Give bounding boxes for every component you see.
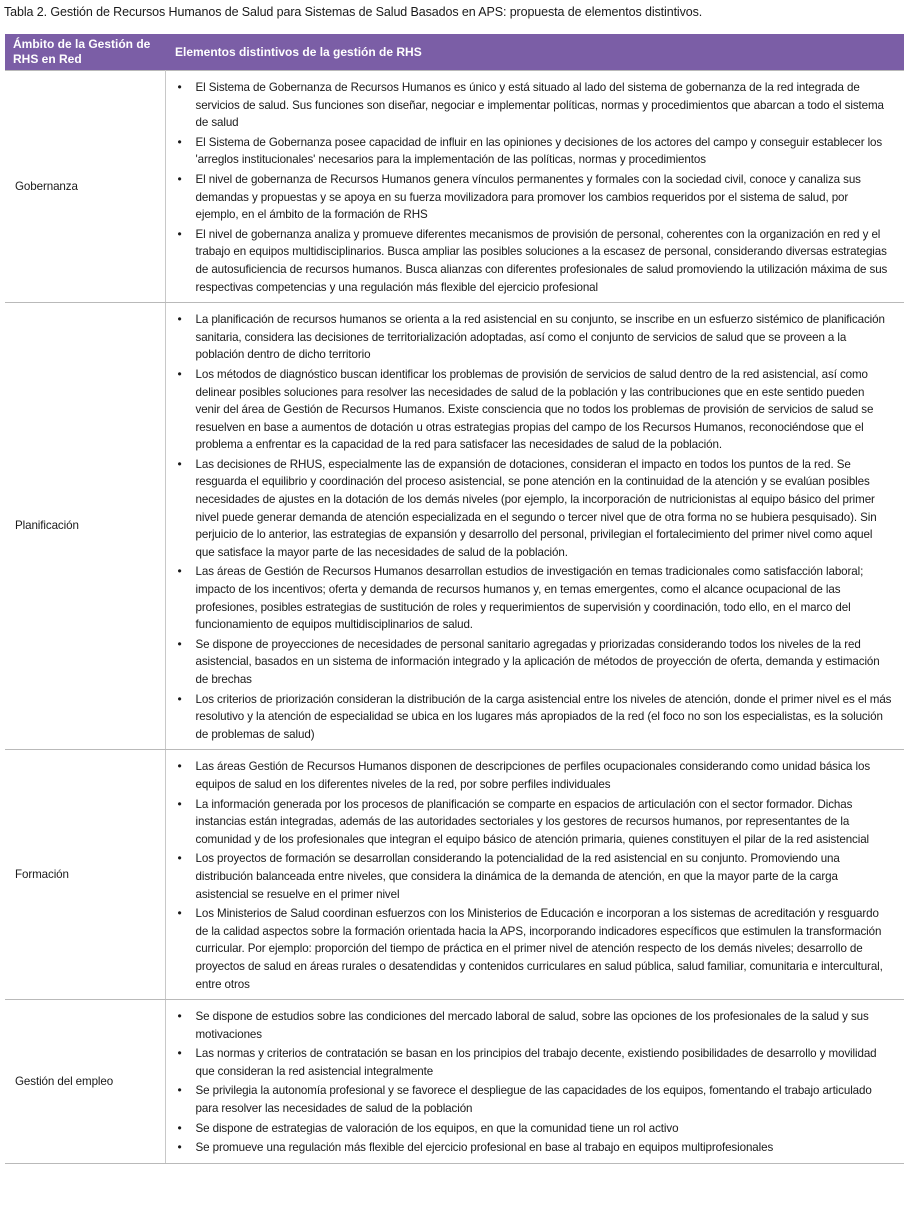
list-item: • Se dispone de estudios sobre las condiciones del mercado laboral de salud, sobre las opciones de los profesionales de la salud y sus motivaciones xyxy=(174,1008,893,1043)
list-item: • Las normas y criterios de contratación se basan en los principios del trabajo decente, existiendo posibilidades de desarrollo y movilidad que consideran la red asistencial integralmente xyxy=(174,1045,893,1080)
table-row-gobernanza xyxy=(5,71,904,303)
list-item: • Se dispone de estrategias de valoración de los equipos, en que la comunidad tiene un rol activo xyxy=(174,1120,893,1138)
bullet-list xyxy=(174,79,893,296)
list-item: • Los Ministerios de Salud coordinan esfuerzos con los Ministerios de Educación e incorporan a los sistemas de acreditación y resguardo de la calidad aspectos sobre la formación orientada hacia la APS, incorporando indicadores específicos que estimulen la transformación curricular. Por ejemplo: proporción del tiempo de práctica en el primer nivel de atención respecto de los demás niveles; desarrollo de proyectos de salud en áreas rurales o desatendidas y contenidos curriculares en salud pública, salud familiar, comunitaria e intercultural, entre otros xyxy=(174,905,893,993)
bullet-list xyxy=(174,1008,893,1157)
row-scope: Formación xyxy=(5,750,165,1000)
list-item: • El Sistema de Gobernanza de Recursos Humanos es único y está situado al lado del sistema de gobernanza de la red integrada de servicios de salud. Sus funciones son diseñar, negociar e implementar políticas, normas y procedimientos que abarcan a todo el sistema de salud xyxy=(174,79,893,132)
list-item: • Los proyectos de formación se desarrollan considerando la potencialidad de la red asistencial en su conjunto. Promoviendo una distribución balanceada entre niveles, que considera la dinámica de la demanda de atención, en que la mayor parte de la carga asistencial se resuelve en el primer nivel xyxy=(174,850,893,903)
row-items xyxy=(165,750,904,1000)
list-item: • Las decisiones de RHUS, especialmente las de expansión de dotaciones, consideran el impacto en todos los puntos de la red. Se resguarda el equilibrio y coordinación del proceso asistencial, se pone atención en la continuidad de la atención y se evalúan posibles necesidades de ajustes en la dotación de los demás niveles (por ejemplo, la incorporación de nutricionistas al equipo básico del primer nivel puede generar demanda de atención especializada en el segundo o tercer nivel que de otra forma no se hubiera pesquisado). Sin perjuicio de lo anterior, las estrategias de expansión y desarrollo del personal, privilegian el fortalecimiento del primer nivel como aquel que satisface la mayor parte de las necesidades de salud de la población. xyxy=(174,456,893,562)
bullet-list xyxy=(174,311,893,743)
list-item: • Los criterios de priorización consideran la distribución de la carga asistencial entre los niveles de atención, donde el primer nivel es el más resolutivo y la atención de especialidad se ubica en los lugares más apropiados de la red (el foco no son los especialistas, es la solución de problemas de salud) xyxy=(174,691,893,744)
row-scope: Gobernanza xyxy=(5,71,165,303)
row-scope: Planificación xyxy=(5,303,165,750)
table-header xyxy=(5,34,904,71)
table-row-formacion xyxy=(5,750,904,1000)
row-items xyxy=(165,303,904,750)
table-caption: Tabla 2. Gestión de Recursos Humanos de Salud para Sistemas de Salud Basados en APS: propuesta de elementos distintivos. xyxy=(4,5,703,19)
list-item: • El nivel de gobernanza de Recursos Humanos genera vínculos permanentes y formales con la sociedad civil, conoce y canaliza sus demandas y propuestas y se apoya en su fuerza movilizadora para promover los cambios requeridos por el sistema de salud, por ejemplo, en el ámbito de la formación de RHS xyxy=(174,171,893,224)
table-row-planificacion xyxy=(5,303,904,750)
bullet-list xyxy=(174,758,893,993)
list-item: • Se privilegia la autonomía profesional y se favorece el despliegue de las capacidades de los equipos, fomentando el trabajo articulado para resolver las necesidades de salud de la población xyxy=(174,1082,893,1117)
hr-elements-table xyxy=(5,34,904,1164)
header-scope: Ámbito de la Gestión de RHS en Red xyxy=(5,34,165,71)
row-items xyxy=(165,1000,904,1164)
list-item: • Se promueve una regulación más flexible del ejercicio profesional en base al trabajo en equipos multiprofesionales xyxy=(174,1139,893,1157)
list-item: • La planificación de recursos humanos se orienta a la red asistencial en su conjunto, se inscribe en un esfuerzo sistémico de planificación sanitaria, considera las decisiones de territorialización adoptadas, así como el conjunto de servicios de salud que se proveen a la población dentro de dicho territorio xyxy=(174,311,893,364)
list-item: • El Sistema de Gobernanza posee capacidad de influir en las opiniones y decisiones de los actores del campo y conseguir establecer los 'arreglos institucionales' necesarios para la implementación de las políticas, normas y procedimientos xyxy=(174,134,893,169)
row-items xyxy=(165,71,904,303)
list-item: • La información generada por los procesos de planificación se comparte en espacios de articulación con el sector formador. Dichas instancias están integradas, además de las autoridades sectoriales y los gestores de recursos humanos, por representantes de la comunidad y de los profesionales que integran el equipo básico de atención primaria, quienes constituyen el pilar de la red asistencial xyxy=(174,796,893,849)
table-row-gestion-empleo xyxy=(5,1000,904,1164)
list-item: • Las áreas Gestión de Recursos Humanos disponen de descripciones de perfiles ocupacionales considerando como unidad básica los equipos de salud en los diferentes niveles de la red, por sobre perfiles individuales xyxy=(174,758,893,793)
list-item: • Las áreas de Gestión de Recursos Humanos desarrollan estudios de investigación en temas tradicionales como satisfacción laboral; impacto de los incentivos; oferta y demanda de recursos humanos y, en temas emergentes, como el alcance ocupacional de las profesiones, posibles estrategias de sustitución de roles y requerimientos de supervisión y coordinación, todo ello, en el marco del funcionamiento de equipos multidisciplinarios de salud. xyxy=(174,563,893,633)
list-item: • Los métodos de diagnóstico buscan identificar los problemas de provisión de servicios de salud dentro de la red asistencial, así como delinear posibles soluciones para resolver las necesidades de salud de la población y las contribuciones que en este sentido pueden venir del área de Gestión de Recursos Humanos. Existe consciencia que no todos los problemas de provisión de servicios de salud se resuelven en base a aumentos de dotación u otras estrategias propias del campo de los Recursos Humanos, reconociéndose que el problema a enfrentar es la capacidad de la red para satisfacer las necesidades de salud de la población. xyxy=(174,366,893,454)
table-body xyxy=(5,71,904,1164)
list-item: • El nivel de gobernanza analiza y promueve diferentes mecanismos de provisión de personal, coherentes con la organización en red y el trabajo en equipos multidisciplinarios. Busca ampliar las posibles soluciones a la escasez de personal, considerando diversas estrategias de autosuficiencia de recursos humanos. Busca alianzas con diferentes profesionales de salud promoviendo la utilización máxima de sus respectivas competencias y una regulación más flexible del ejercicio profesional xyxy=(174,226,893,296)
row-scope: Gestión del empleo xyxy=(5,1000,165,1164)
list-item: • Se dispone de proyecciones de necesidades de personal sanitario agregadas y priorizadas considerando todos los niveles de la red asistencial, basados en un sistema de información integrado y la aplicación de métodos de proyección de oferta, demanda y estimación de brechas xyxy=(174,636,893,689)
header-elements: Elementos distintivos de la gestión de RHS xyxy=(165,34,904,71)
